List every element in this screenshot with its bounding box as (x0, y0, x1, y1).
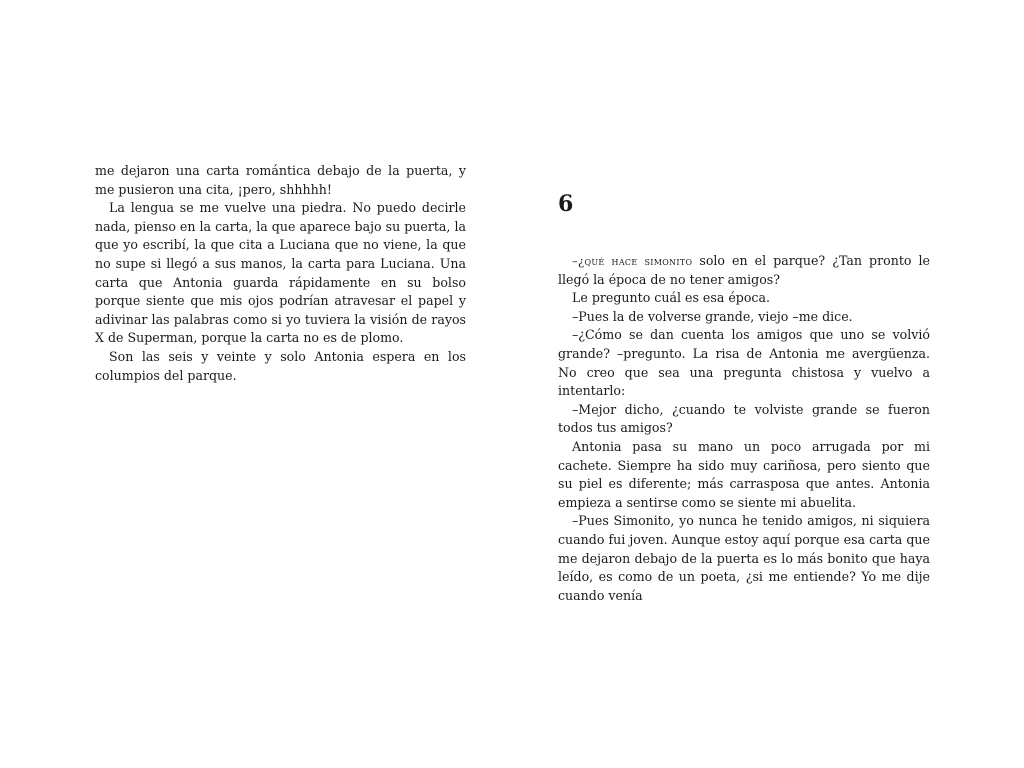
right-page (512, 0, 1024, 768)
paragraph: Le pregunto cuál es esa época. (572, 290, 770, 306)
paragraph: –Pues la de volverse grande, viejo –me dice. (572, 308, 853, 324)
paragraph: Son las seis y veinte y solo Antonia espera en los columpios del parque. (95, 348, 466, 383)
right-page-text (558, 252, 930, 605)
chapter-opening-paragraph (558, 252, 930, 289)
paragraph: La lengua se me vuelve una piedra. No puedo decirle nada, pienso en la carta, la que aparece bajo su puerta, la que yo escribí, la que cita a Luciana que no viene, la que no supe si llegó a sus manos, la carta para Luciana. Una carta que Antonia guarda rápidamente en su bolso porque siente que mis ojos podrían atravesar el papel y adivinar las palabras como si yo tuviera la visión de rayos X de Superman, porque la carta no es de plomo. (95, 200, 466, 346)
paragraph: –¿Cómo se dan cuenta los amigos que uno se volvió grande? –pregunto. La risa de Antonia me avergüenza. No creo que sea una pregunta chistosa y vuelvo a intentarlo: (558, 327, 930, 399)
paragraph: me dejaron una carta romántica debajo de la puerta, y me pusieron una cita, ¡pero, shhhhh! (95, 163, 466, 197)
opening-small-caps: –¿qué hace simonito (572, 254, 693, 268)
paragraph: –Mejor dicho, ¿cuando te volviste grande se fueron todos tus amigos? (558, 401, 930, 436)
paragraph: Antonia pasa su mano un poco arrugada por mi cachete. Siempre ha sido muy cariñosa, pero siento que su piel es diferente; más carrasposa que antes. Antonia empieza a sentirse como se siente mi abuelita. (558, 438, 930, 510)
opening-rest: solo en el parque? ¿Tan pronto le llegó la época de no tener amigos? (558, 253, 930, 287)
left-page-text (95, 162, 466, 385)
chapter-number: 6 (558, 191, 574, 217)
paragraph: –Pues Simonito, yo nunca he tenido amigos, ni siquiera cuando fui joven. Aunque estoy aquí porque esa carta que me dejaron debajo de la puerta es lo más bonito que haya leído, es como de un poeta, ¿si me entiende? Yo me dije cuando venía (558, 513, 930, 603)
